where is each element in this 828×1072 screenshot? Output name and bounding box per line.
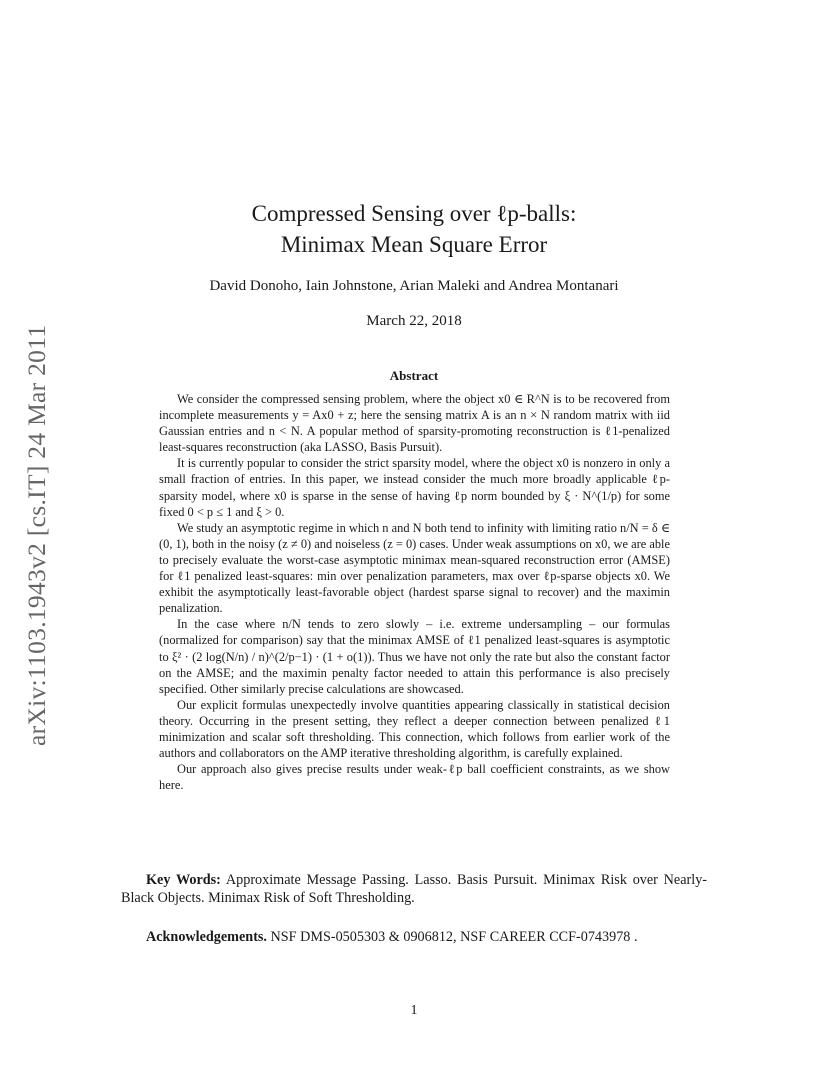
abstract-paragraph-3: We study an asymptotic regime in which n and N both tend to infinity with limiting ratio n/N = δ ∈ (0, 1), both in the noisy (z ≠ 0) and noiseless (z = 0) cases. Under weak assumptions on x0, we are able to precisely evaluate the worst-case asymptotic minimax mean-squared reconstruction error (AMSE) for ℓ1 penalized least-squares: min over penalization parameters, max over ℓp-sparse objects x0. We exhibit the asymptotically least-favorable object (hardest sparse signal to recover) and the maximin penalization. (159, 520, 670, 616)
title-line-2: Minimax Mean Square Error (280, 232, 548, 257)
keywords-label: Key Words: (146, 872, 221, 888)
keywords-text: Approximate Message Passing. Lasso. Basis Pursuit. Minimax Risk over Nearly-Black Objects. Minimax Risk of Soft Thresholding. (121, 872, 708, 906)
arxiv-identifier-stamp: arXiv:1103.1943v2 [cs.IT] 24 Mar 2011 (22, 324, 51, 746)
abstract-paragraph-1: We consider the compressed sensing problem, where the object x0 ∈ R^N is to be recovered from incomplete measurements y = Ax0 + z; here the sensing matrix A is an n × N random matrix with iid Gaussian entries and n < N. A popular method of sparsity-promoting reconstruction is ℓ1-penalized least-squares reconstruction (aka LASSO, Basis Pursuit). (159, 392, 670, 455)
keywords-section (121, 871, 707, 907)
publication-date: March 22, 2018 (366, 313, 462, 329)
title-line-1: Compressed Sensing over ℓp-balls: (251, 201, 577, 226)
acknowledgements-text: NSF DMS-0505303 & 0906812, NSF CAREER CCF-0743978 . (270, 929, 638, 945)
acknowledgements-section (146, 928, 746, 946)
abstract-paragraph-6: Our approach also gives precise results under weak-ℓp ball coefficient constraints, as we show here. (159, 762, 670, 793)
abstract-heading: Abstract (389, 368, 439, 383)
author-list: David Donoho, Iain Johnstone, Arian Maleki and Andrea Montanari (209, 278, 619, 294)
abstract-paragraph-5: Our explicit formulas unexpectedly involve quantities appearing classically in statistical decision theory. Occurring in the present setting, they reflect a deeper connection between penalized ℓ1 minimization and scalar soft thresholding. This connection, which follows from earlier work of the authors and collaborators on the AMP iterative thresholding algorithm, is carefully explained. (159, 697, 670, 761)
page-number: 1 (410, 1003, 418, 1018)
acknowledgements-label: Acknowledgements. (146, 929, 267, 945)
abstract-paragraph-2: It is currently popular to consider the strict sparsity model, where the object x0 is nonzero in only a small fraction of entries. In this paper, we instead consider the much more broadly applicable ℓp-sparsity model, where x0 is sparse in the sense of having ℓp norm bounded by ξ · N^(1/p) for some fixed 0 < p ≤ 1 and ξ > 0. (159, 456, 670, 519)
paper-title (0, 198, 828, 260)
abstract-body (159, 391, 670, 793)
abstract-paragraph-4: In the case where n/N tends to zero slowly – i.e. extreme undersampling – our formulas (normalized for comparison) say that the minimax AMSE of ℓ1 penalized least-squares is asymptotic to ξ² · (2 log(N/n) / n)^(2/p−1) · (1 + o(1)). Thus we have not only the rate but also the constant factor on the AMSE; and the maximin penalty factor needed to attain this performance is also precisely specified. Other similarly precise calculations are showcased. (159, 617, 670, 696)
